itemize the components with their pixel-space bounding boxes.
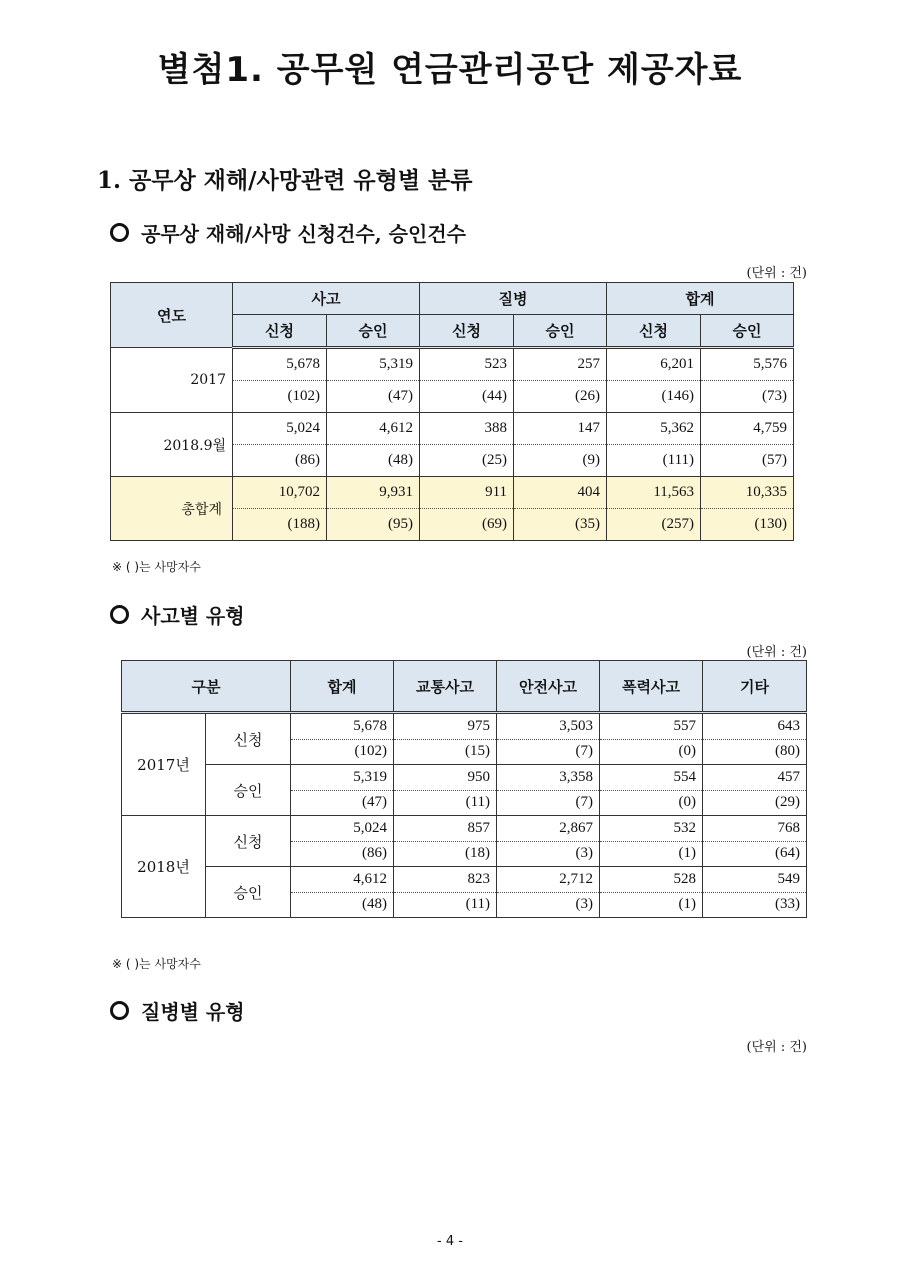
header-safety: 안전사고 xyxy=(497,661,600,713)
cell: (29) xyxy=(703,790,807,816)
subsection-heading-accident xyxy=(110,600,245,629)
cell: 3,503 xyxy=(497,713,600,740)
unit-label: (단위 : 건) xyxy=(746,1040,807,1055)
cell: 523 xyxy=(420,348,514,381)
circle-bullet-icon xyxy=(110,223,129,242)
year-label: 2018년 xyxy=(122,816,206,918)
cell: 768 xyxy=(703,816,807,842)
cell: (0) xyxy=(600,790,703,816)
type-label: 신청 xyxy=(206,713,291,765)
cell: 2,712 xyxy=(497,867,600,893)
row-label: 총합계 xyxy=(111,477,233,541)
cell: (9) xyxy=(514,445,607,477)
cell: (25) xyxy=(420,445,514,477)
header-sub: 신청 xyxy=(607,315,701,348)
cell: 554 xyxy=(600,765,703,791)
table-row xyxy=(122,765,807,791)
subsection-label: 공무상 재해/사망 신청건수, 승인건수 xyxy=(141,222,466,246)
cell: 643 xyxy=(703,713,807,740)
cell: (95) xyxy=(327,509,420,541)
cell: (86) xyxy=(291,841,394,867)
cell: 11,563 xyxy=(607,477,701,509)
cell: 147 xyxy=(514,413,607,445)
cell: 528 xyxy=(600,867,703,893)
cell: 4,612 xyxy=(291,867,394,893)
header-sub: 승인 xyxy=(514,315,607,348)
header-sub: 신청 xyxy=(420,315,514,348)
type-label: 승인 xyxy=(206,765,291,816)
cell: (3) xyxy=(497,892,600,918)
cell: 404 xyxy=(514,477,607,509)
cell: (44) xyxy=(420,381,514,413)
page-number: - 4 - xyxy=(437,1234,463,1249)
cell: 10,335 xyxy=(701,477,794,509)
cell: 5,678 xyxy=(233,348,327,381)
cell: 5,678 xyxy=(291,713,394,740)
year-label: 2017년 xyxy=(122,713,206,816)
cell: (11) xyxy=(394,790,497,816)
header-group: 합계 xyxy=(607,283,794,315)
row-label: 2017 xyxy=(111,348,233,413)
unit-label: (단위 : 건) xyxy=(746,645,807,660)
table-row-total xyxy=(111,477,794,509)
subsection-heading-claims xyxy=(110,218,466,247)
cell: 532 xyxy=(600,816,703,842)
cell: (1) xyxy=(600,892,703,918)
cell: 4,612 xyxy=(327,413,420,445)
header-sub: 승인 xyxy=(701,315,794,348)
cell: (80) xyxy=(703,739,807,765)
cell: 9,931 xyxy=(327,477,420,509)
type-label: 신청 xyxy=(206,816,291,867)
cell: 457 xyxy=(703,765,807,791)
page-title: 별첨1. 공무원 연금관리공단 제공자료 xyxy=(157,50,743,90)
cell: (257) xyxy=(607,509,701,541)
header-sub: 승인 xyxy=(327,315,420,348)
cell: 2,867 xyxy=(497,816,600,842)
subsection-heading-disease xyxy=(110,996,245,1025)
cell: (64) xyxy=(703,841,807,867)
cell: 911 xyxy=(420,477,514,509)
footnote: ※ ( )는 사망자수 xyxy=(112,560,201,574)
cell: (102) xyxy=(233,381,327,413)
cell: 5,024 xyxy=(233,413,327,445)
cell: 257 xyxy=(514,348,607,381)
cell: 4,759 xyxy=(701,413,794,445)
cell: (33) xyxy=(703,892,807,918)
header-total: 합계 xyxy=(291,661,394,713)
cell: (7) xyxy=(497,739,600,765)
cell: (26) xyxy=(514,381,607,413)
cell: 549 xyxy=(703,867,807,893)
table-row xyxy=(122,713,807,740)
cell: (48) xyxy=(327,445,420,477)
cell: 557 xyxy=(600,713,703,740)
cell: (48) xyxy=(291,892,394,918)
subsection-label: 질병별 유형 xyxy=(141,1000,245,1024)
cell: (73) xyxy=(701,381,794,413)
header-sub: 신청 xyxy=(233,315,327,348)
cell: 5,362 xyxy=(607,413,701,445)
cell: 975 xyxy=(394,713,497,740)
subsection-label: 사고별 유형 xyxy=(141,604,245,628)
cell: (86) xyxy=(233,445,327,477)
cell: (102) xyxy=(291,739,394,765)
cell: 388 xyxy=(420,413,514,445)
cell: (18) xyxy=(394,841,497,867)
claims-table xyxy=(110,282,794,541)
cell: 6,201 xyxy=(607,348,701,381)
circle-bullet-icon xyxy=(110,1001,129,1020)
cell: (15) xyxy=(394,739,497,765)
cell: 5,319 xyxy=(291,765,394,791)
table-row xyxy=(122,816,807,842)
type-label: 승인 xyxy=(206,867,291,918)
cell: (111) xyxy=(607,445,701,477)
cell: 5,024 xyxy=(291,816,394,842)
cell: 5,319 xyxy=(327,348,420,381)
header-violence: 폭력사고 xyxy=(600,661,703,713)
table-row xyxy=(111,348,794,381)
cell: (0) xyxy=(600,739,703,765)
cell: (69) xyxy=(420,509,514,541)
header-group: 질병 xyxy=(420,283,607,315)
table-row xyxy=(111,413,794,445)
cell: (47) xyxy=(327,381,420,413)
cell: (47) xyxy=(291,790,394,816)
header-traffic: 교통사고 xyxy=(394,661,497,713)
circle-bullet-icon xyxy=(110,605,129,624)
cell: 857 xyxy=(394,816,497,842)
cell: (3) xyxy=(497,841,600,867)
cell: (130) xyxy=(701,509,794,541)
cell: (57) xyxy=(701,445,794,477)
cell: (35) xyxy=(514,509,607,541)
header-category: 구분 xyxy=(122,661,291,713)
cell: 10,702 xyxy=(233,477,327,509)
footnote: ※ ( )는 사망자수 xyxy=(112,957,201,971)
cell: (1) xyxy=(600,841,703,867)
header-year: 연도 xyxy=(111,283,233,348)
cell: 3,358 xyxy=(497,765,600,791)
unit-label: (단위 : 건) xyxy=(746,266,807,281)
cell: 5,576 xyxy=(701,348,794,381)
cell: 950 xyxy=(394,765,497,791)
cell: (7) xyxy=(497,790,600,816)
cell: 823 xyxy=(394,867,497,893)
row-label: 2018.9월 xyxy=(111,413,233,477)
accident-type-table xyxy=(121,660,807,918)
cell: (188) xyxy=(233,509,327,541)
header-group: 사고 xyxy=(233,283,420,315)
section-heading: 1. 공무상 재해/사망관련 유형별 분류 xyxy=(97,167,473,194)
header-other: 기타 xyxy=(703,661,807,713)
cell: (146) xyxy=(607,381,701,413)
cell: (11) xyxy=(394,892,497,918)
table-row xyxy=(122,867,807,893)
